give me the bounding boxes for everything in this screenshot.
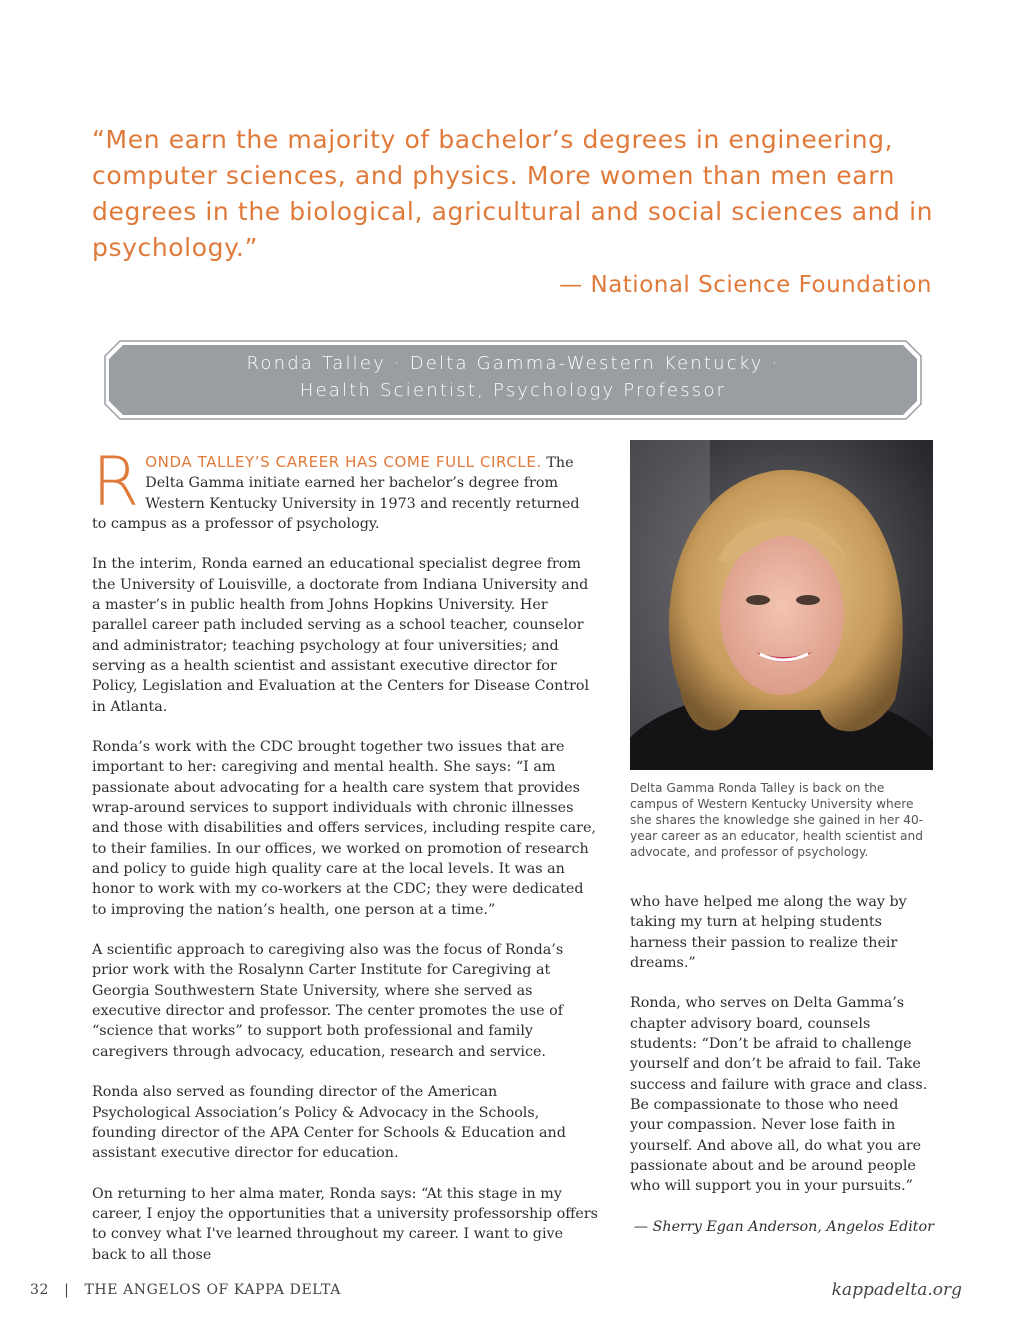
article-paragraph-1: [92, 443, 598, 534]
portrait-photo: [630, 440, 933, 770]
banner-line-2: Health Scientist, Psychology Professor: [299, 380, 727, 401]
website-link[interactable]: kappadelta.org: [831, 1280, 962, 1300]
article-paragraph-2: In the interim, Ronda earned an educational specialist degree from the University of Louisville, a doctorate from Indiana University and a master’s in public health from Johns Hopkins University. Her parallel career path included serving as a school teacher, counselor and administrator; teaching psychology at four universities; and serving as a health scientist and assistant executive director for Policy, Legislation and Evaluation at the Centers for Disease Control in Atlanta.: [92, 556, 590, 715]
portrait-illustration: [630, 440, 933, 770]
paragraph-1-text: The Delta Gamma initiate earned her bachelor’s degree from Western Kentucky University in 1973 and recently returned to campus as a professor of psychology.: [92, 455, 580, 532]
author-signature: — Sherry Egan Anderson, Angelos Editor: [633, 1218, 934, 1235]
article-paragraph-8: Ronda, who serves on Delta Gamma’s chapter advisory board, counsels students: “Don’t be afraid to challenge yourself and don’t be afraid to fail. Take success and failure with grace and class. Be compassionate to those who need your compassion. Never lose faith in yourself. And above all, do what you are passionate about and be around people who will support you in your pursuits.”: [630, 995, 928, 1195]
article-column-right: [630, 892, 934, 1257]
page-footer: [30, 1282, 341, 1298]
article-paragraph-7: who have helped me along the way by taking my turn at helping students harness their passion to realize their dreams.”: [630, 894, 907, 971]
banner-line-1: Ronda Talley · Delta Gamma-Western Kentucky ·: [246, 353, 780, 374]
pull-quote: [92, 122, 942, 266]
pull-quote-text: “Men earn the majority of bachelor’s degrees in engineering, computer sciences, and physics. More women than men earn degrees in the biological, agricultural and social sciences and in psychology.”: [92, 125, 934, 262]
page-number: 32: [30, 1282, 50, 1298]
article-paragraph-6: On returning to her alma mater, Ronda says: “At this stage in my career, I enjoy the opportunities that a university professorship offers to convey what I've learned throughout my career. I want to give back to all those: [92, 1185, 599, 1263]
article-paragraph-4: A scientific approach to caregiving also was the focus of Ronda’s prior work with the Rosalynn Carter Institute for Caregiving at Georgia Southwestern State University, where she served as executive director and professor. The center promotes the use of “science that works” to support both professional and family caregivers through advocacy, education, research and service.: [92, 942, 564, 1060]
banner-text: [104, 350, 922, 404]
article-paragraph-5: Ronda also served as founding director of the American Psychological Association’s Policy & Advocacy in the Schools, founding director of the APA Center for Schools & Education and assistant executive director for education.: [92, 1084, 566, 1162]
name-banner: [104, 340, 922, 420]
photo-caption: Delta Gamma Ronda Talley is back on the campus of Western Kentucky University where she shares the knowledge she gained in her 40-year career as an educator, health scientist and advocate, and professor of psychology.: [630, 781, 924, 859]
article-paragraph-3: Ronda’s work with the CDC brought together two issues that are important to her: caregiving and mental health. She says: “I am passionate about advocating for a health care system that provides wrap-around services to support individuals with chronic illnesses and those with disabilities and offers services, including respite care, to their families. In our offices, we worked on promotion of research and policy to guide high quality care at the local levels. It was an honor to work with my co-workers at the CDC; they were dedicated to improving the nation’s health, one person at a time.”: [92, 739, 596, 918]
footer-separator: |: [64, 1282, 70, 1298]
drop-cap: R: [92, 443, 140, 522]
publication-name: THE ANGELOS OF KAPPA DELTA: [84, 1282, 341, 1298]
article-column-left: [92, 443, 599, 1285]
lead-in-heading: ONDA TALLEY’S CAREER HAS COME FULL CIRCLE.: [145, 453, 542, 471]
pull-quote-source: — National Science Foundation: [559, 272, 932, 298]
